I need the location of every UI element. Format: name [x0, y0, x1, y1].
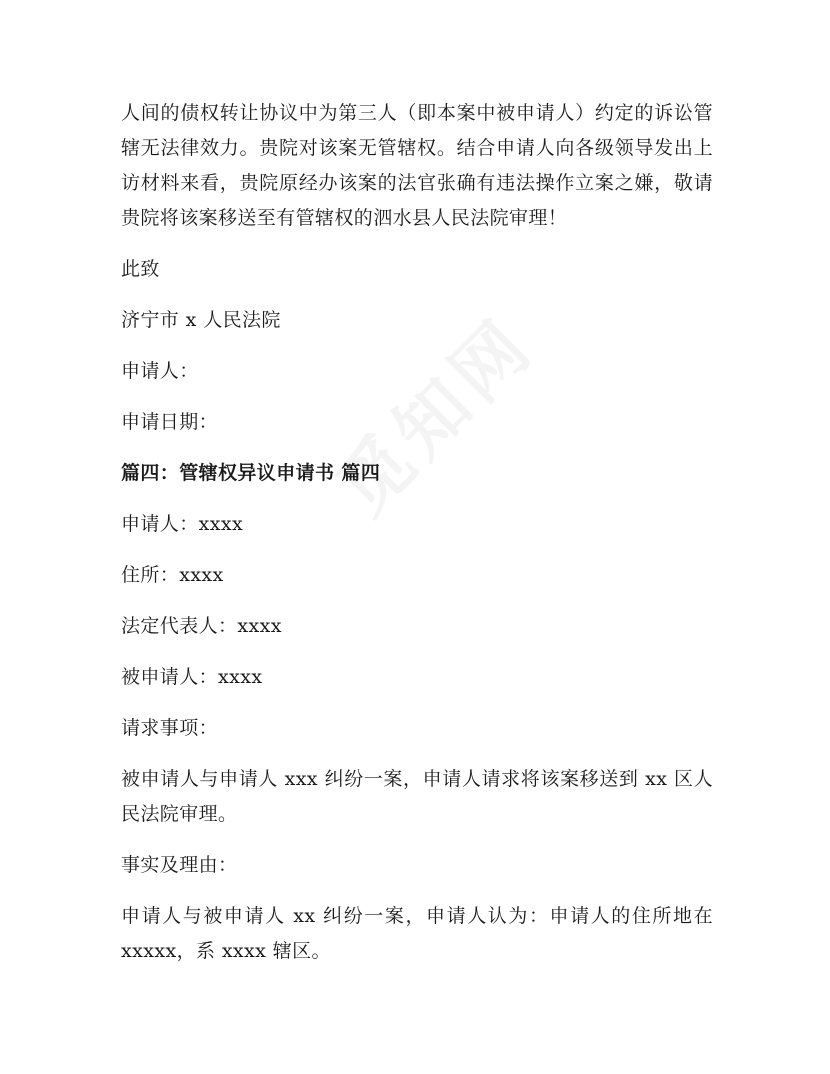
- addressee-court: 济宁市 x 人民法院: [121, 309, 281, 331]
- request-paragraph: 被申请人与申请人 xxx 纠纷一案，申请人请求将该案移送到 xx 区人民法院审理。: [121, 768, 713, 825]
- respondent-line: 被申请人：xxxx: [121, 666, 263, 688]
- address-line: 住所：xxxx: [121, 564, 224, 586]
- request-items-label: 请求事项：: [121, 717, 219, 739]
- applicant-signature-label: 申请人：: [121, 360, 199, 382]
- reason-paragraph: 人间的债权转让协议中为第三人（即本案中被申请人）约定的诉讼管辖无法律效力。贵院对该案无管辖权。结合申请人向各级领导发出上访材料来看，贵院原经办该案的法官张确有违法操作立案之嫌，敬请贵院将该案移送至有管辖权的泗水县人民法院审理！: [121, 102, 713, 229]
- application-date-label: 申请日期：: [121, 411, 219, 433]
- facts-reasons-label: 事实及理由：: [121, 854, 238, 876]
- legal-representative-line: 法定代表人：xxxx: [121, 615, 282, 637]
- document-body: [121, 96, 713, 985]
- section-heading: 篇四：管辖权异议申请书 篇四: [121, 462, 381, 484]
- applicant-line: 申请人：xxxx: [121, 513, 244, 535]
- facts-paragraph: 申请人与被申请人 xx 纠纷一案，申请人认为：申请人的住所地在 xxxxx，系 xxxx 辖区。: [121, 905, 713, 962]
- salutation: 此致: [121, 258, 160, 280]
